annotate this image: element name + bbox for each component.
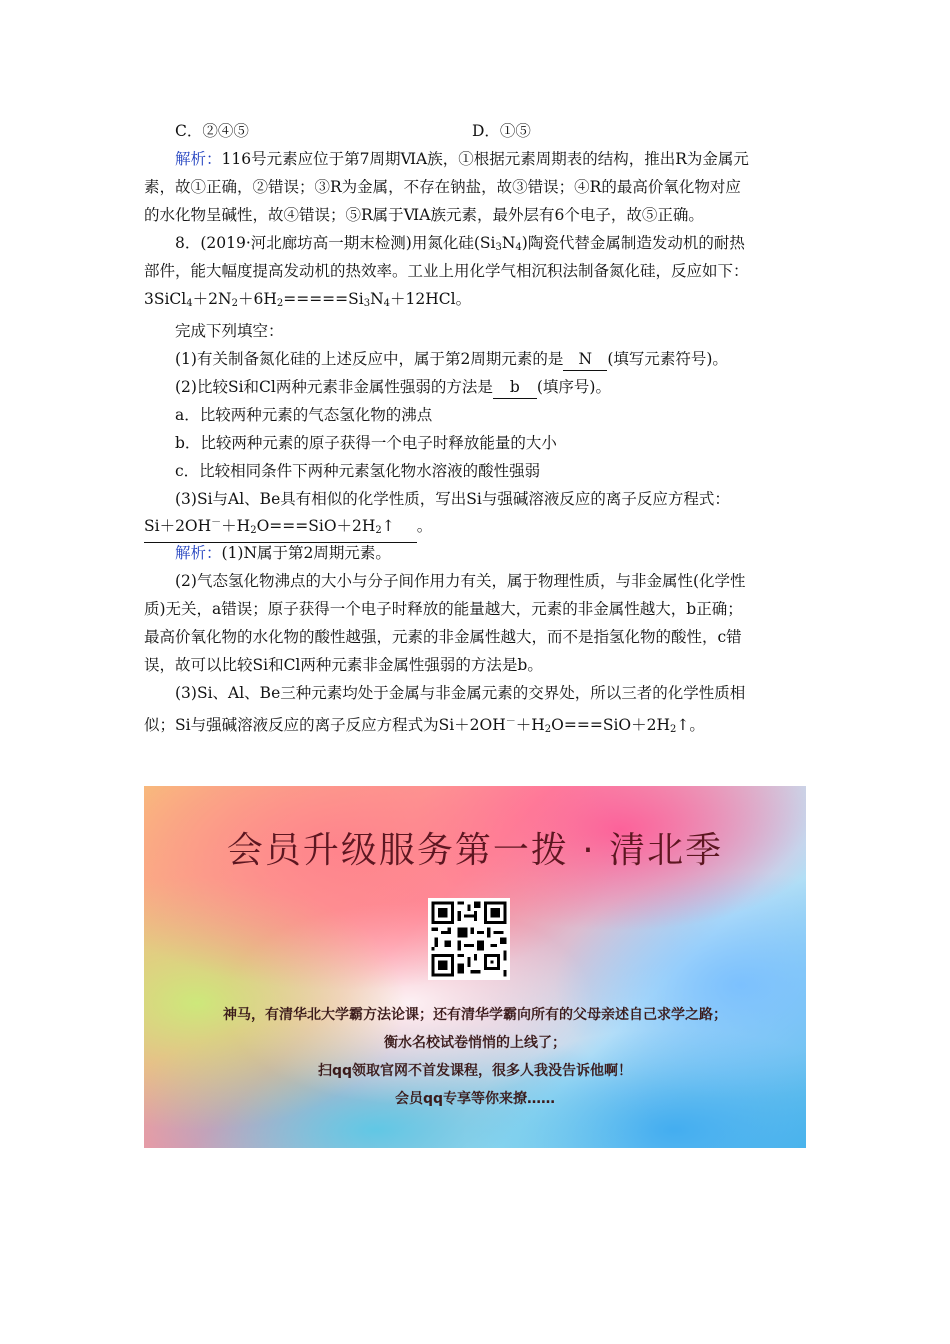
answer-blank-3: $Si+2OH^-+H_2O===SiO+2H_2↑$	[144, 512, 417, 543]
option-b: b．比较两种元素的原子获得一个电子时释放能量的大小	[175, 434, 557, 452]
analysis2-line-2: (2)气态氢化物沸点的大小与分子间作用力有关，属于物理性质，与非金属性(化学性	[175, 572, 746, 590]
sub-question-1: (1)有关制备氮化硅的上述反应中，属于第2周期元素的是 N (填写元素符号)。	[175, 346, 839, 373]
answer-equation: $Si+2OH^-+H_2O===SiO+2H_2↑$ 。	[144, 512, 808, 543]
analysis2-line-7: 似；Si与强碱溶液反应的离子反应方程式为$Si+2OH^-+H_2O===SiO+2H_2↑$。	[144, 716, 705, 735]
banner-title: 会员升级服务第一拨 · 清北季	[226, 830, 724, 871]
sub-question-2: (2)比较Si和Cl两种元素非金属性强弱的方法是 b (填序号)。	[175, 374, 839, 401]
qr-code-icon[interactable]	[428, 898, 510, 980]
analysis2-line-4: 最高价氧化物的水化物的酸性越强，元素的非金属性越大，而不是指氢化物的酸性，c错	[144, 628, 742, 646]
fill-instruction: 完成下列填空：	[175, 322, 284, 340]
sub-question-3: (3)Si与Al、Be具有相似的化学性质，写出Si与强碱溶液反应的离子反应方程式：	[175, 490, 730, 508]
answer-blank-2: b	[493, 376, 537, 399]
answer-blank-1: N	[563, 348, 607, 371]
analysis2-line-1: 解析：(1)N属于第2周期元素。	[175, 544, 391, 562]
analysis-line-1: 解析：116号元素应位于第7周期ⅥA族，①根据元素周期表的结构，推出R为金属元	[175, 150, 749, 168]
promo-banner[interactable]	[144, 786, 806, 1148]
option-d: D．①⑤	[472, 122, 531, 140]
analysis2-line-5: 误，故可以比较Si和Cl两种元素非金属性强弱的方法是b。	[144, 656, 543, 674]
analysis-line-3: 的水化物呈碱性，故④错误；⑤R属于ⅥA族元素，最外层有6个电子，故⑤正确。	[144, 206, 704, 224]
option-row	[175, 118, 839, 145]
option-c: C．②④⑤	[175, 122, 249, 140]
reaction-equation: $3SiCl_4+2N_2+6H_2=====Si_3N_4+12HCl$。	[144, 290, 472, 309]
analysis-label-2: 解析：	[175, 544, 222, 562]
question-8-line-2: 部件，能大幅度提高发动机的热效率。工业上用化学气相沉积法制备氮化硅，反应如下：	[144, 262, 749, 280]
option-a: a．比较两种元素的气态氢化物的沸点	[175, 406, 433, 424]
analysis-line-2: 素，故①正确，②错误；③R为金属，不存在钠盐，故③错误；④R的最高价氧化物对应	[144, 178, 741, 196]
promo-line-2: 衡水名校试卷悄悄的上线了；	[384, 1035, 566, 1051]
option-c-line: c．比较相同条件下两种元素氢化物水溶液的酸性强弱	[175, 462, 541, 480]
promo-line-4: 会员qq专享等你来撩……	[394, 1091, 556, 1107]
analysis2-line-6: (3)Si、Al、Be三种元素均处于金属与非金属元素的交界处，所以三者的化学性质相	[175, 684, 746, 702]
question-8-line-1: 8．(2019·河北廊坊高一期末检测)用氮化硅$(Si_3N_4)$陶瓷代替金属制造发动机的耐热	[175, 234, 745, 253]
analysis2-line-3: 质)无关，a错误；原子获得一个电子时释放的能量越大，元素的非金属性越大，b正确；	[144, 600, 743, 618]
promo-line-1: 神马，有清华北大学霸方法论课；还有清华学霸向所有的父母亲述自己求学之路；	[223, 1007, 727, 1023]
promo-line-3: 扫qq领取官网不首发课程，很多人我没告诉他啊！	[317, 1063, 633, 1079]
analysis-label: 解析：	[175, 150, 222, 168]
